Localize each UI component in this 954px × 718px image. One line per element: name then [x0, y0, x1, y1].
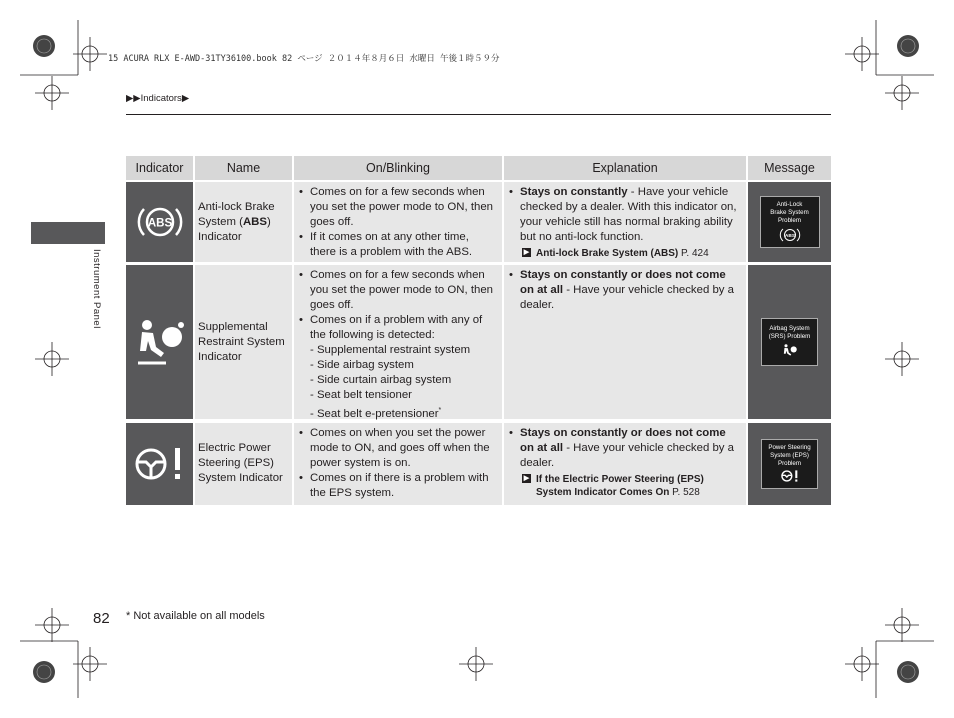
- explanation-cell: [504, 265, 746, 419]
- message-line: Airbag System: [769, 325, 810, 332]
- name-text-bold: ABS: [242, 216, 267, 228]
- list-item: • If it comes on at any other time, there is a problem with the ABS.: [297, 230, 498, 260]
- explanation-text: - Have your vehicle checked by a dealer.: [520, 442, 734, 469]
- breadcrumb-arrows: ▶▶: [126, 93, 141, 104]
- explanation-cell: [504, 182, 746, 262]
- message-display: [761, 439, 818, 489]
- sub-list-item: - Side airbag system: [310, 359, 414, 371]
- list-item: • Comes on if there is a problem with the EPS system.: [297, 471, 498, 501]
- steering-warning-icon: [780, 469, 800, 483]
- on-blinking-cell: [294, 423, 502, 505]
- list-item: [507, 268, 742, 313]
- message-line: System (EPS): [770, 452, 809, 459]
- list-item: • Comes on if a problem with any of the following is detected:: [297, 313, 498, 343]
- message-cell: [748, 265, 831, 419]
- abs-warning-icon: [135, 202, 185, 242]
- message-line: Anti-Lock: [776, 201, 803, 208]
- cross-reference[interactable]: [520, 247, 742, 260]
- sub-list-item-text: - Seat belt e-pretensioner: [310, 407, 439, 420]
- name-cell: Electric Power Steering (EPS) System Indicator: [195, 423, 292, 505]
- reference-page: P. 424: [678, 248, 709, 259]
- message-line: Brake System: [770, 209, 809, 216]
- footnote-mark: *: [438, 407, 442, 414]
- header-rule: [126, 114, 831, 115]
- reference-arrow-icon: ▶: [523, 475, 530, 482]
- print-file-line: 15 ACURA RLX E-AWD-31TY36100.book 82 ページ ２０１４年８月６日 水曜日 午後１時５９分: [108, 54, 500, 64]
- indicator-cell: [126, 265, 193, 419]
- list-item: • Comes on when you set the power mode to ON, and goes off when the power system is on.: [297, 426, 498, 471]
- list-item: • Comes on for a few seconds when you set the power mode to ON, then goes off.: [297, 268, 498, 313]
- explanation-cell: [504, 423, 746, 505]
- page-number: 82: [93, 610, 110, 627]
- name-cell: Supplemental Restraint System Indicator: [195, 265, 292, 419]
- section-tab-label: Instrument Panel: [91, 249, 102, 329]
- name-cell: [195, 182, 292, 262]
- message-cell: [748, 423, 831, 505]
- list-item: [507, 426, 742, 471]
- message-display: [760, 196, 820, 248]
- steering-warning-icon: [133, 444, 187, 484]
- reference-title: Anti-lock Brake System (ABS): [536, 248, 679, 259]
- explanation-text: - Have your vehicle checked by a dealer.: [520, 284, 734, 311]
- message-cell: [748, 182, 831, 262]
- col-header-name: Name: [195, 156, 292, 180]
- list-item: [507, 185, 742, 245]
- explanation-bold: Stays on constantly: [520, 186, 628, 198]
- message-line: Problem: [777, 217, 802, 224]
- breadcrumb: [126, 93, 189, 104]
- col-header-message: Message: [748, 156, 831, 180]
- col-header-indicator: Indicator: [126, 156, 193, 180]
- sub-list-item: - Supplemental restraint system: [310, 344, 471, 356]
- indicator-cell: [126, 423, 193, 505]
- reference-page: P. 528: [669, 487, 700, 498]
- footnote: * Not available on all models: [126, 610, 265, 622]
- sub-list-item: [297, 403, 498, 422]
- message-line: Problem: [777, 460, 802, 467]
- breadcrumb-end-arrow: ▶: [181, 93, 190, 104]
- name-text-pre: Anti-lock Brake System (: [198, 201, 275, 228]
- message-line: (SRS) Problem: [768, 333, 811, 340]
- section-tab: [31, 222, 105, 244]
- sub-list-item: - Seat belt tensioner: [310, 389, 412, 401]
- col-header-explanation: Explanation: [504, 156, 746, 180]
- svg-text:ABS: ABS: [784, 233, 795, 239]
- sub-list-item: - Side curtain airbag system: [310, 374, 452, 386]
- name-text-post: ) Indicator: [198, 216, 271, 243]
- list-item: • Comes on for a few seconds when you set the power mode to ON, then goes off.: [297, 185, 498, 230]
- indicator-cell: [126, 182, 193, 262]
- reference-title: If the Electric Power Steering (EPS) System Indicator Comes On: [536, 474, 704, 498]
- svg-text:ABS: ABS: [147, 217, 172, 230]
- cross-reference[interactable]: [520, 473, 742, 499]
- on-blinking-cell: [294, 265, 502, 419]
- col-header-on-blinking: On/Blinking: [294, 156, 502, 180]
- explanation-bold: Stays on constantly or does not come on at all: [520, 269, 726, 296]
- abs-warning-icon: [779, 227, 801, 243]
- airbag-srs-icon: [134, 317, 186, 367]
- message-display: [761, 318, 818, 366]
- airbag-srs-icon: [782, 343, 798, 359]
- reference-arrow-icon: ▶: [523, 249, 530, 256]
- breadcrumb-link-indicators[interactable]: Indicators: [140, 93, 182, 104]
- explanation-bold: Stays on constantly or does not come on at all: [520, 427, 726, 454]
- explanation-text: - Have your vehicle checked by a dealer. With this indicator on, your vehicle still has normal braking ability but no anti-lock function.: [520, 186, 737, 243]
- message-line: Power Steering: [768, 444, 811, 451]
- on-blinking-cell: [294, 182, 502, 262]
